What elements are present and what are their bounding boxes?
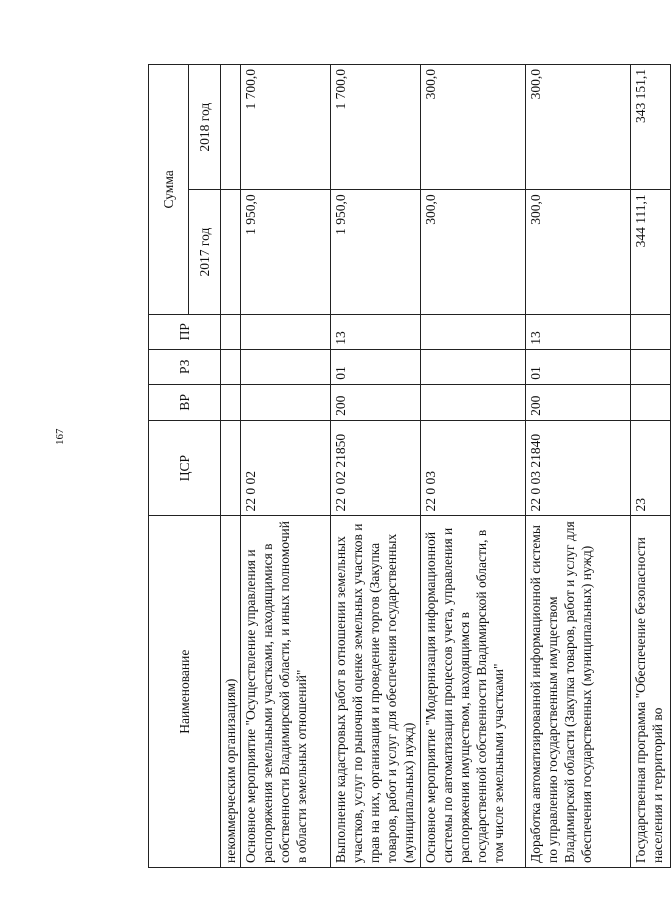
row-sum-2017: 300,0 [421, 190, 526, 314]
row-pr [631, 314, 671, 349]
table-row [526, 65, 631, 868]
rotated-table-wrapper [148, 64, 665, 868]
header-rz: РЗ [149, 349, 221, 384]
row-vr [241, 384, 331, 420]
row-sum-2018: 1 700,0 [241, 65, 331, 190]
row-rz [221, 349, 241, 384]
row-sum-2018: 300,0 [526, 65, 631, 190]
row-csr: 23 [631, 420, 671, 516]
row-vr [631, 384, 671, 420]
row-name: Основное мероприятие "Модернизация информационной системы по автоматизации процессов учета, управления и распоряжения имуществом, находящимся в государственной собственности Владимирской области, в том числе земельными участками" [421, 516, 526, 868]
header-2018: 2018 год [189, 65, 221, 190]
row-name: Государственная программа "Обеспечение безопасности населения и территорий во [631, 516, 671, 868]
row-sum-2017: 344 111,1 [631, 190, 671, 314]
row-pr [421, 314, 526, 349]
table-row [631, 65, 671, 868]
table-row [331, 65, 421, 868]
header-csr: ЦСР [149, 420, 221, 516]
row-csr: 22 0 03 21840 [526, 420, 631, 516]
row-rz [241, 349, 331, 384]
row-sum-2018: 1 700,0 [331, 65, 421, 190]
row-name: Выполнение кадастровых работ в отношении земельных участков, услуг по рыночной оценке земельных участков и прав на них, организация и проведение торгов (Закупка товаров, работ и услуг для обеспечения государственных (муниципальных) нужд) [331, 516, 421, 868]
row-vr: 200 [331, 384, 421, 420]
header-sum: Сумма [149, 65, 189, 315]
row-rz: 01 [331, 349, 421, 384]
row-sum-2018 [221, 65, 241, 190]
row-vr [421, 384, 526, 420]
row-name: некоммерческим организациям) [221, 516, 241, 868]
row-sum-2017 [221, 190, 241, 314]
row-pr: 13 [526, 314, 631, 349]
row-csr: 22 0 02 21850 [331, 420, 421, 516]
row-rz [421, 349, 526, 384]
row-pr: 13 [331, 314, 421, 349]
table-row [221, 65, 241, 868]
table-row [241, 65, 331, 868]
header-2017: 2017 год [189, 190, 221, 314]
header-pr: ПР [149, 314, 221, 349]
row-vr: 200 [526, 384, 631, 420]
header-vr: ВР [149, 384, 221, 420]
row-pr [241, 314, 331, 349]
row-csr [221, 420, 241, 516]
row-sum-2018: 300,0 [421, 65, 526, 190]
budget-table [148, 64, 671, 868]
row-sum-2017: 1 950,0 [331, 190, 421, 314]
row-sum-2017: 300,0 [526, 190, 631, 314]
row-sum-2018: 343 151,1 [631, 65, 671, 190]
row-name: Основное мероприятие "Осуществление управления и распоряжения земельными участками, находящимися в собственности Владимирской области, и иных полномочий в области земельных отношений" [241, 516, 331, 868]
header-name: Наименование [149, 516, 221, 868]
row-rz [631, 349, 671, 384]
table-row [421, 65, 526, 868]
row-pr [221, 314, 241, 349]
row-csr: 22 0 02 [241, 420, 331, 516]
row-rz: 01 [526, 349, 631, 384]
header-row [149, 65, 189, 868]
row-csr: 22 0 03 [421, 420, 526, 516]
row-vr [221, 384, 241, 420]
page-number: 167 [54, 428, 66, 445]
row-name: Доработка автоматизированной информационной системы по управлению государственным имуществом Владимирской области (Закупка товаров, работ и услуг для обеспечения государственных (муниципальных) нужд) [526, 516, 631, 868]
row-sum-2017: 1 950,0 [241, 190, 331, 314]
